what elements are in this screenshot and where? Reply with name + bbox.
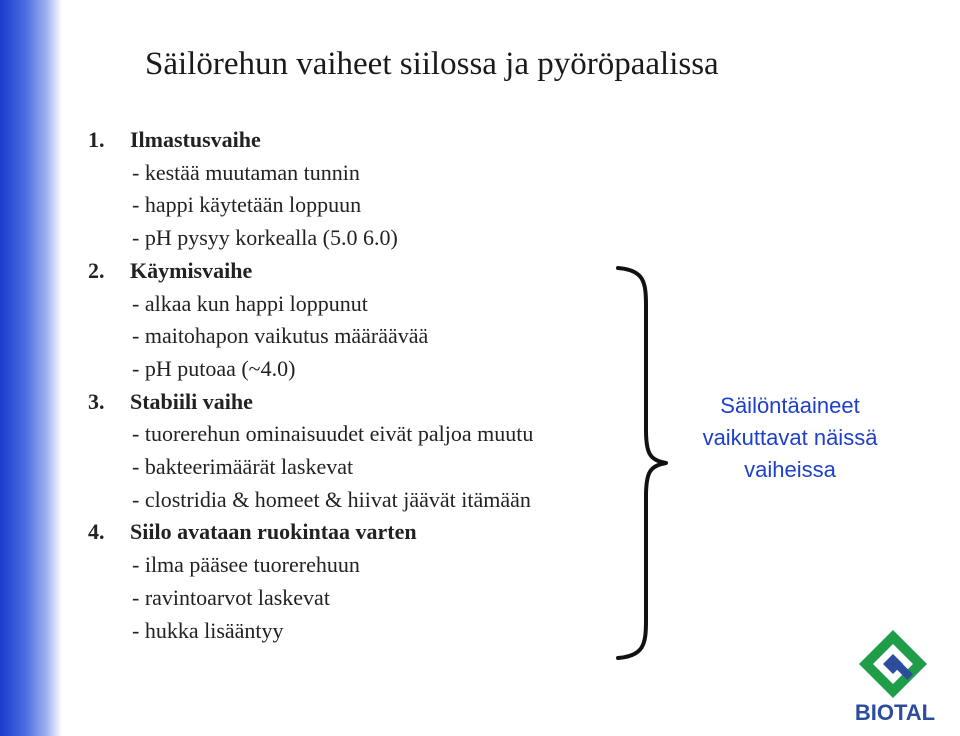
biotal-logo — [840, 628, 950, 732]
phase-title: Stabiili vaihe — [130, 388, 253, 414]
phase-detail: - ravintoarvot laskevat — [132, 584, 330, 610]
phase-heading — [88, 124, 648, 157]
phase-detail: - happi käytetään loppuun — [132, 192, 362, 218]
phase-number: 1. — [88, 127, 105, 152]
biotal-logo-mark — [857, 628, 929, 700]
phase-title: Käymisvaihe — [130, 257, 253, 283]
phase-detail: - tuorerehun ominaisuudet eivät paljoa muutu — [132, 421, 534, 447]
phase-detail: - ilma pääsee tuorerehuun — [132, 552, 360, 578]
phase-heading — [88, 516, 648, 549]
phase-list — [88, 124, 648, 647]
biotal-logo-text: BIOTAL — [854, 700, 936, 725]
phase-detail: - clostridia & homeet & hiivat jäävät itämään — [132, 486, 531, 512]
note-line: vaiheissa — [744, 457, 836, 482]
slide-title: Säilörehun vaiheet siilossa ja pyöröpaalissa — [145, 46, 719, 83]
preservative-note — [660, 390, 920, 486]
phase-detail: - hukka lisääntyy — [132, 617, 284, 643]
phase-number: 2. — [88, 257, 105, 283]
note-line: vaikuttavat näissä — [702, 425, 878, 450]
phase-1 — [88, 124, 648, 255]
phase-heading — [88, 255, 648, 288]
phase-number: 3. — [88, 388, 105, 414]
phase-heading — [88, 386, 648, 419]
phase-detail: - maitohapon vaikutus määräävää — [132, 323, 429, 349]
phase-detail: - pH putoaa (~4.0) — [132, 355, 296, 381]
phase-title: Ilmastusvaihe — [130, 127, 261, 152]
phase-detail: - pH pysyy korkealla (5.0 6.0) — [132, 225, 398, 251]
side-gradient-band — [0, 0, 62, 736]
phase-3 — [88, 386, 648, 517]
phase-number: 4. — [88, 519, 105, 545]
phase-title: Siilo avataan ruokintaa varten — [130, 519, 417, 545]
note-line: Säilöntäaineet — [720, 393, 860, 418]
phase-2 — [88, 255, 648, 386]
phase-4 — [88, 516, 648, 647]
phase-detail: - bakteerimäärät laskevat — [132, 454, 354, 480]
phase-detail: - kestää muutaman tunnin — [132, 159, 360, 185]
phase-detail: - alkaa kun happi loppunut — [132, 290, 368, 316]
